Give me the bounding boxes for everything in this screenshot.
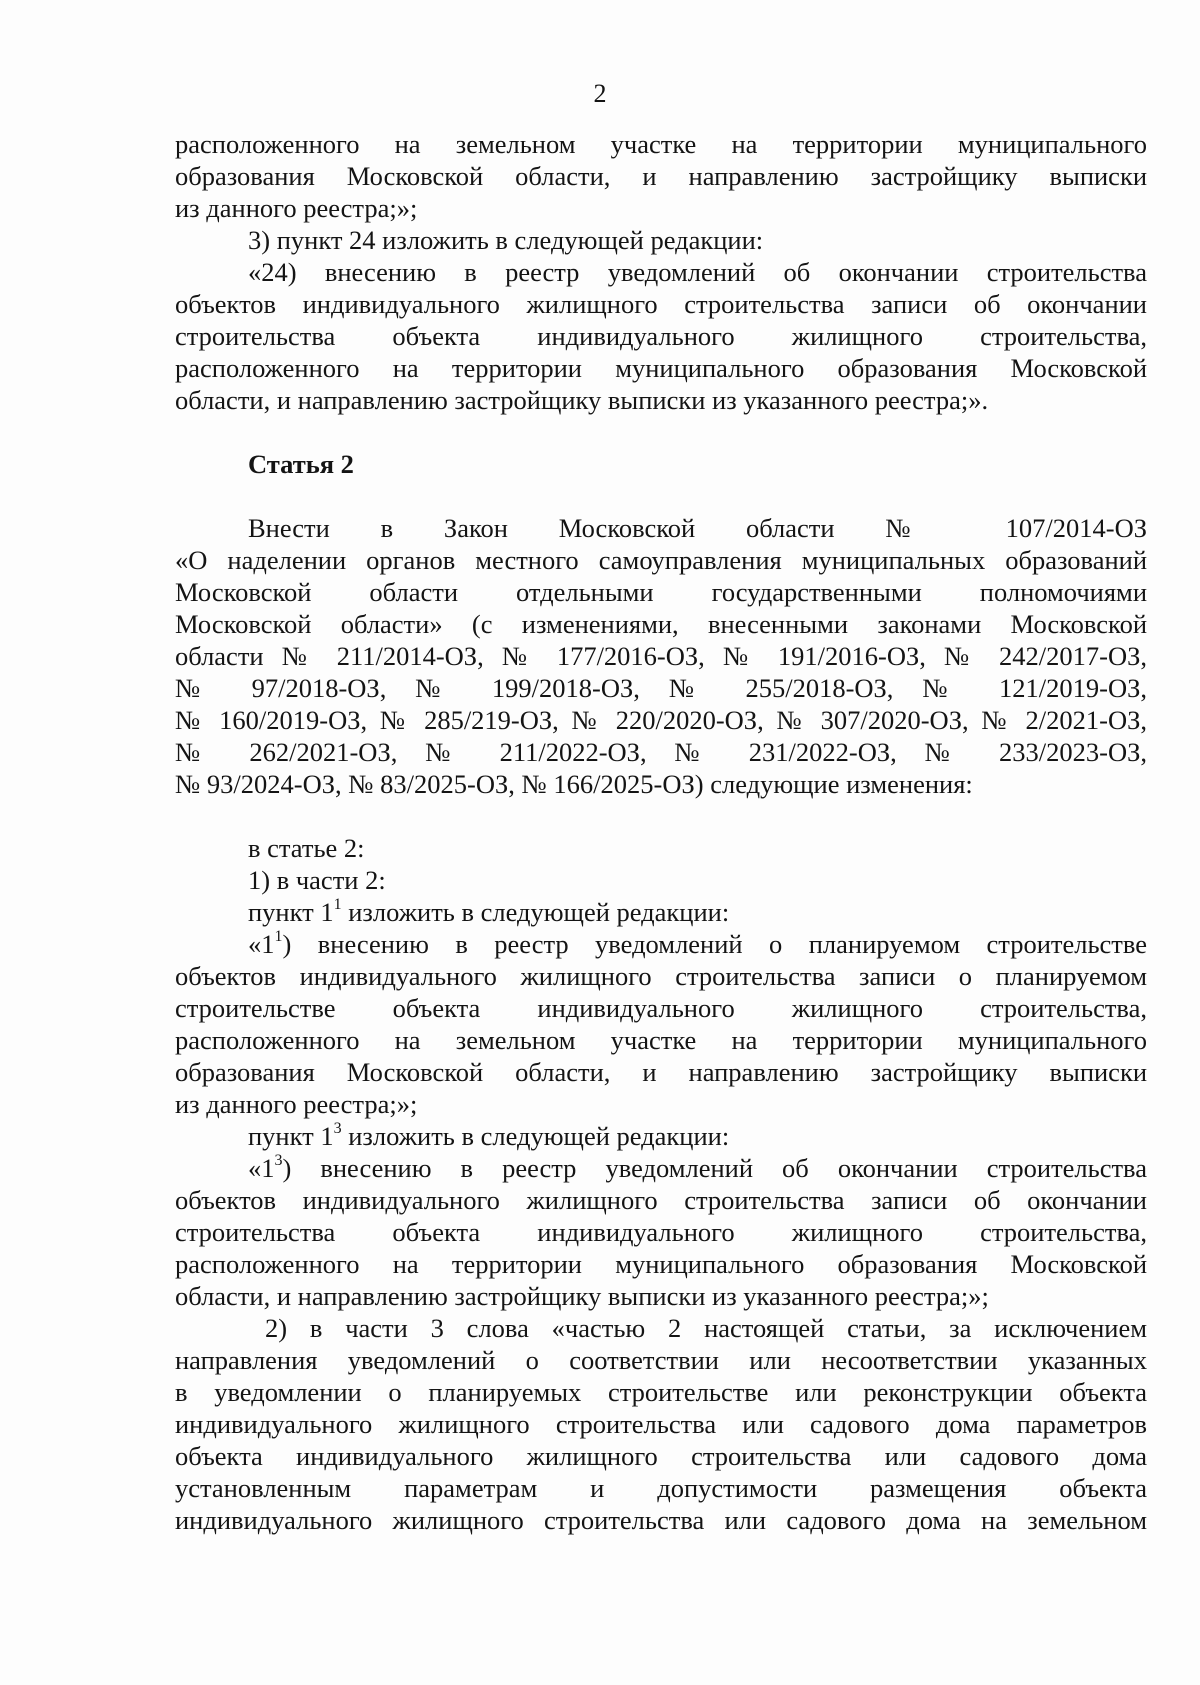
line-text: «1 — [248, 929, 275, 959]
text-line: строительства объекта индивидуального жилищного строительства, — [175, 1217, 1147, 1247]
text-line: области, и направлению застройщику выписки из указанного реестра;». — [175, 385, 989, 415]
text-line: 2) в части 3 слова «частью 2 настоящей статьи, за исключением — [265, 1313, 1147, 1343]
text-line: № 93/2024-ОЗ, № 83/2025-ОЗ, № 166/2025-ОЗ) следующие изменения: — [175, 769, 973, 799]
text-line: образования Московской области, и направлению застройщику выписки — [175, 161, 1147, 191]
text-line-sup — [248, 1152, 1147, 1184]
superscript: 3 — [333, 1120, 342, 1137]
text-line: Московской области» (с изменениями, внесенными законами Московской — [175, 609, 1147, 639]
text-line: области, и направлению застройщику выписки из указанного реестра;»; — [175, 1281, 989, 1311]
text-line-sup — [248, 896, 729, 928]
line-text: пункт 1 — [248, 1121, 334, 1151]
text-line: индивидуального жилищного строительства или садового дома параметров — [175, 1409, 1147, 1439]
page-number: 2 — [593, 79, 607, 108]
text-line: направления уведомлений о соответствии или несоответствии указанных — [175, 1345, 1147, 1375]
text-line: № 262/2021-ОЗ, № 211/2022-ОЗ, № 231/2022-ОЗ, № 233/2023-ОЗ, — [175, 737, 1147, 767]
text-line: расположенного на территории муниципального образования Московской — [175, 353, 1147, 383]
text-line: строительства объекта индивидуального жилищного строительства, — [175, 321, 1147, 351]
text-line: образования Московской области, и направлению застройщику выписки — [175, 1057, 1147, 1087]
text-line: 1) в части 2: — [248, 865, 386, 895]
text-line-sup — [248, 928, 1147, 960]
text-line: объектов индивидуального жилищного строительства записи об окончании — [175, 1185, 1147, 1215]
text-line: из данного реестра;»; — [175, 1089, 418, 1119]
text-line: расположенного на земельном участке на территории муниципального — [175, 1025, 1147, 1055]
text-line: из данного реестра;»; — [175, 193, 418, 223]
text-line: Внести в Закон Московской области № 107/2014-ОЗ — [248, 513, 1147, 543]
text-line: объектов индивидуального жилищного строительства записи о планируемом — [175, 961, 1147, 991]
text-line: в уведомлении о планируемых строительстве или реконструкции объекта — [175, 1377, 1147, 1407]
article-heading: Статья 2 — [248, 449, 354, 479]
line-text: «1 — [248, 1153, 275, 1183]
text-line: в статье 2: — [248, 833, 365, 863]
text-line: № 160/2019-ОЗ, № 285/219-ОЗ, № 220/2020-ОЗ, № 307/2020-ОЗ, № 2/2021-ОЗ, — [175, 705, 1147, 735]
line-text: изложить в следующей редакции: — [341, 897, 730, 927]
text-line: объекта индивидуального жилищного строительства или садового дома — [175, 1441, 1147, 1471]
text-line-sup — [248, 1120, 729, 1152]
line-text: ) внесению в реестр уведомлений о планируемом строительстве — [282, 929, 1147, 959]
text-line: установленным параметрам и допустимости размещения объекта — [175, 1473, 1147, 1503]
text-line: 3) пункт 24 изложить в следующей редакции: — [248, 225, 764, 255]
text-line: № 97/2018-ОЗ, № 199/2018-ОЗ, № 255/2018-ОЗ, № 121/2019-ОЗ, — [175, 673, 1147, 703]
text-line: строительстве объекта индивидуального жилищного строительства, — [175, 993, 1147, 1023]
line-text: изложить в следующей редакции: — [341, 1121, 730, 1151]
line-text: ) внесению в реестр уведомлений об окончании строительства — [282, 1153, 1147, 1183]
text-line: «24) внесению в реестр уведомлений об окончании строительства — [248, 257, 1147, 287]
text-line: расположенного на территории муниципального образования Московской — [175, 1249, 1147, 1279]
text-line: индивидуального жилищного строительства или садового дома на земельном — [175, 1505, 1147, 1535]
superscript: 1 — [333, 896, 342, 913]
text-line: «О наделении органов местного самоуправления муниципальных образований — [175, 545, 1147, 575]
superscript: 1 — [274, 928, 283, 945]
text-line: Московской области отдельными государственными полномочиями — [175, 577, 1147, 607]
line-text: пункт 1 — [248, 897, 334, 927]
text-line: расположенного на земельном участке на территории муниципального — [175, 129, 1147, 159]
superscript: 3 — [274, 1152, 283, 1169]
text-line: объектов индивидуального жилищного строительства записи об окончании — [175, 289, 1147, 319]
text-line: области № 211/2014-ОЗ, № 177/2016-ОЗ, № 191/2016-ОЗ, № 242/2017-ОЗ, — [175, 641, 1147, 671]
